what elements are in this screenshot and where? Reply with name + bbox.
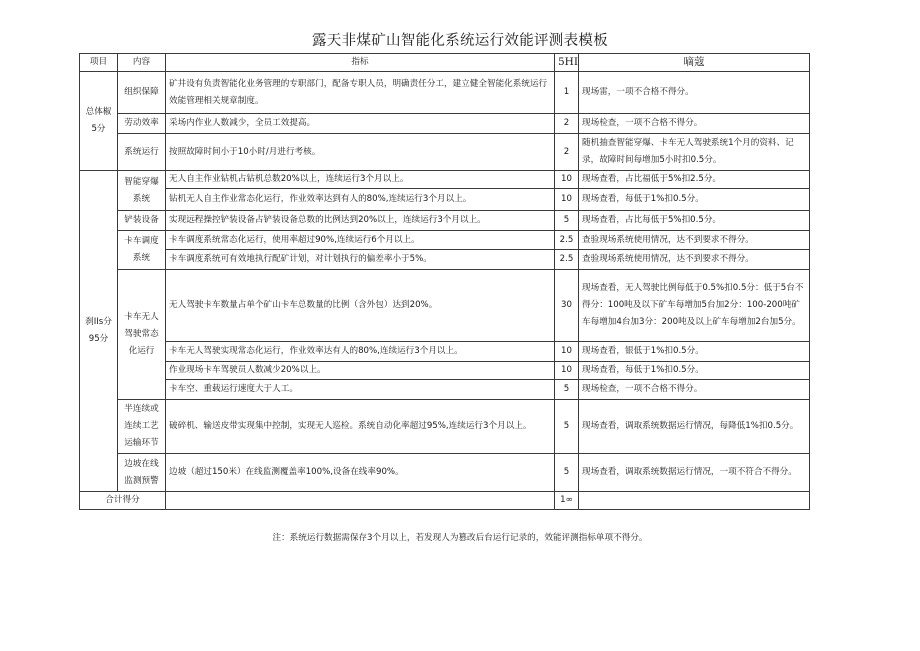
content-cell: 组织保障	[118, 72, 166, 114]
points-cell: 10	[555, 171, 579, 189]
points-cell: 10	[555, 362, 579, 380]
content-cell: 铲装设备	[118, 211, 166, 231]
content-cell: 半连续或连续工艺运输环节	[118, 400, 166, 454]
indicator-cell: 卡车无人驾驶实现常态化运行，作业效率达有人的80%,连续运行3个月以上。	[166, 342, 555, 362]
table-row	[80, 134, 810, 171]
indicator-cell: 卡车空、重载运行速度大于人工。	[166, 380, 555, 400]
points-cell: 2.5	[555, 250, 579, 270]
table-row	[80, 189, 810, 211]
points-cell: 10	[555, 342, 579, 362]
header-content: 内容	[118, 54, 166, 72]
points-cell: 2	[555, 134, 579, 171]
method-cell: 查验现场系统使用情况，达不到要求不得分。	[579, 250, 810, 270]
method-cell: 现场查看，调取系统数据运行情况，每降低1%扣0.5分。	[579, 400, 810, 454]
content-cell: 劳动效率	[118, 114, 166, 134]
total-label: 合计得分	[80, 492, 166, 510]
table-row	[80, 211, 810, 231]
table-row	[80, 72, 810, 114]
points-cell: 5	[555, 211, 579, 231]
header-indicator: 指标	[166, 54, 555, 72]
indicator-cell: 卡车调度系统可有效地执行配矿计划，对计划执行的偏差率小于5%。	[166, 250, 555, 270]
project-cell-sub: 刹IIs分95分	[80, 171, 118, 492]
indicator-cell: 破碎机、输送皮带实现集中控制，实现无人巡检。系统自动化率超过95%,连续运行3个月以上。	[166, 400, 555, 454]
points-cell: 5	[555, 380, 579, 400]
method-cell: 现场查看，无人驾驶比例每低于0.5%扣0.5分：低于5台不得分：100吨及以下矿车每增加5台加2分：100-200吨矿车每增加4台加3分：200吨及以上矿车每增加2台加5分。	[579, 270, 810, 342]
method-cell: 随机抽查智能穿爆、卡车无人驾驶系统1个月的资料、记录，故障时间每增加5小时扣0.5分。	[579, 134, 810, 171]
indicator-cell: 卡车调度系统常态化运行，使用率超过90%,连续运行6个月以上。	[166, 231, 555, 250]
indicator-cell: 按照故障时间小于10小时/月进行考核。	[166, 134, 555, 171]
table-row	[80, 171, 810, 189]
points-cell: 1	[555, 72, 579, 114]
method-cell: 现场查看，调取系统数据运行情况，一项不符合不得分。	[579, 454, 810, 492]
table-row	[80, 342, 810, 362]
indicator-cell: 边坡（超过150米）在线监测覆盖率100%,设备在线率90%。	[166, 454, 555, 492]
indicator-cell: 矿井设有负责智能化业务管理的专职部门，配备专职人员，明确责任分工，建立健全智能化系统运行效能管理相关规章制度。	[166, 72, 555, 114]
content-cell: 系统运行	[118, 134, 166, 171]
indicator-cell: 采场内作业人数减少，全员工效提高。	[166, 114, 555, 134]
content-cell: 卡车调度系统	[118, 231, 166, 270]
method-cell: 现场雷，一项不合格不得分。	[579, 72, 810, 114]
table-row	[80, 231, 810, 250]
indicator-cell: 钻机无人自主作业常态化运行，作业效率达到有人的80%,连续运行3个月以上。	[166, 189, 555, 211]
total-method-cell	[579, 492, 810, 510]
points-cell: 10	[555, 189, 579, 211]
method-cell: 现场查看，银低于1%扣0.5分。	[579, 342, 810, 362]
evaluation-table	[79, 53, 810, 510]
method-cell: 现场查看，每低于1%扣0.5分。	[579, 189, 810, 211]
method-cell: 现场查看，占比每低于5%扣0.5分。	[579, 211, 810, 231]
total-points: 1∞	[555, 492, 579, 510]
table-row	[80, 114, 810, 134]
indicator-cell: 实现远程操控铲装设备占铲装设备总数的比例达到20%以上，连续运行3个月以上。	[166, 211, 555, 231]
project-cell-overall: 总体椒5分	[80, 72, 118, 171]
points-cell: 5	[555, 400, 579, 454]
content-cell: 智能穿爆系统	[118, 171, 166, 211]
header-points: 5HI	[555, 54, 579, 72]
header-project: 项目	[80, 54, 118, 72]
total-row	[80, 492, 810, 510]
total-indicator-cell	[166, 492, 555, 510]
points-cell: 2.5	[555, 231, 579, 250]
page-title: 露天非煤矿山智能化系统运行效能评测表模板	[312, 33, 608, 49]
table-row	[80, 250, 810, 270]
indicator-cell: 作业现场卡车驾驶员人数减少20%以上。	[166, 362, 555, 380]
method-cell: 现场查看，每低于1%扣0.5分。	[579, 362, 810, 380]
content-cell: 卡车无人驾驶常态化运行	[118, 270, 166, 400]
points-cell: 5	[555, 454, 579, 492]
footnote: 注：系统运行数据需保存3个月以上，若发现人为篡改后台运行记录的，效能评测指标单项不得分。	[272, 533, 648, 543]
table-row	[80, 400, 810, 454]
header-row	[80, 54, 810, 72]
method-cell: 查验现场系统使用情况，达不到要求不得分。	[579, 231, 810, 250]
points-cell: 30	[555, 270, 579, 342]
table-row	[80, 454, 810, 492]
method-cell: 现场查看，占比福低于5%扣2.5分。	[579, 171, 810, 189]
indicator-cell: 无人自主作业钻机占钻机总数20%以上，连续运行3个月以上。	[166, 171, 555, 189]
table-row	[80, 362, 810, 380]
table-row	[80, 380, 810, 400]
method-cell: 现场检查，一项不合格不得分。	[579, 380, 810, 400]
method-cell: 现场检查，一项不合格不得分。	[579, 114, 810, 134]
points-cell: 2	[555, 114, 579, 134]
content-cell: 边坡在线监测预警	[118, 454, 166, 492]
table-row	[80, 270, 810, 342]
header-method: 嘀蔻	[579, 54, 810, 72]
indicator-cell: 无人驾驶卡车数量占单个矿山卡车总数量的比例（含外包）达到20%。	[166, 270, 555, 342]
